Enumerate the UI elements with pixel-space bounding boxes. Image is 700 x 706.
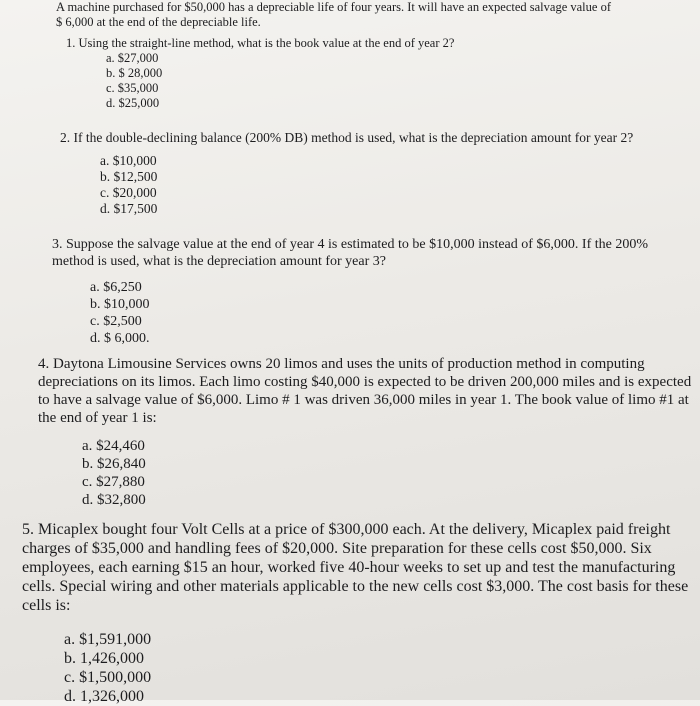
option-item: c. $1,500,000 [64, 669, 152, 686]
option-item: b. $ 28,000 [106, 66, 163, 80]
question-4 [38, 355, 693, 509]
question-3-options [90, 279, 692, 347]
option-item: b. $26,840 [82, 456, 146, 472]
question-3-stem: 3. Suppose the salvage value at the end of year 4 is estimated to be $10,000 instead of $6,000. If the 200% method is used, what is the depreciation amount for year 3? [52, 237, 649, 269]
option-item: d. $25,000 [106, 96, 160, 110]
option-item: d. 1,326,000 [64, 688, 144, 705]
question-2 [60, 130, 690, 217]
option-item: c. $2,500 [90, 314, 142, 329]
option-item: b. $12,500 [100, 169, 158, 184]
problem-intro [56, 0, 696, 30]
option-item: a. $24,460 [82, 438, 145, 454]
option-item: b. 1,426,000 [64, 650, 144, 667]
question-1-options [106, 51, 686, 111]
question-5-options [64, 630, 698, 706]
question-5 [22, 520, 698, 706]
option-item: d. $ 6,000. [90, 331, 150, 346]
question-2-options [100, 153, 690, 217]
option-item: c. $20,000 [100, 185, 157, 200]
option-item: b. $10,000 [90, 297, 150, 312]
question-3 [52, 236, 692, 347]
option-item: a. $27,000 [106, 51, 159, 65]
question-5-stem: 5. Micaplex bought four Volt Cells at a price of $300,000 each. At the delivery, Micaplex paid freight charges of $35,000 and handling fees of $20,000. Site preparation for these cells cost $50,000. Six employees, each earning $15 an hour, worked five 40-hour weeks to set up and test the manufacturing cells. Special wiring and other materials applicable to the new cells cost $3,000. The cost basis for these cells is: [22, 521, 689, 614]
option-item: c. $27,880 [82, 474, 145, 490]
question-1-stem: 1. Using the straight-line method, what is the book value at the end of year 2? [66, 36, 455, 50]
question-4-stem: 4. Daytona Limousine Services owns 20 limos and uses the units of production method in computing depreciations on its limos. Each limo costing $40,000 is expected to be driven 200,000 miles and is expected to have a salvage value of $6,000. Limo # 1 was driven 36,000 miles in year 1. The book value of limo #1 at the end of year 1 is: [38, 356, 692, 426]
question-1 [66, 36, 686, 111]
intro-line-1: A machine purchased for $50,000 has a depreciable life of four years. It will have an expected salvage value of [56, 0, 611, 14]
option-item: c. $35,000 [106, 81, 159, 95]
intro-line-2: $ 6,000 at the end of the depreciable life. [56, 15, 261, 29]
question-2-stem: 2. If the double-declining balance (200% DB) method is used, what is the depreciation amount for year 2? [60, 130, 634, 145]
option-item: a. $6,250 [90, 280, 142, 295]
option-item: d. $32,800 [82, 492, 146, 508]
question-4-options [82, 437, 693, 509]
option-item: d. $17,500 [100, 201, 158, 216]
option-item: a. $10,000 [100, 153, 157, 168]
option-item: a. $1,591,000 [64, 631, 152, 648]
